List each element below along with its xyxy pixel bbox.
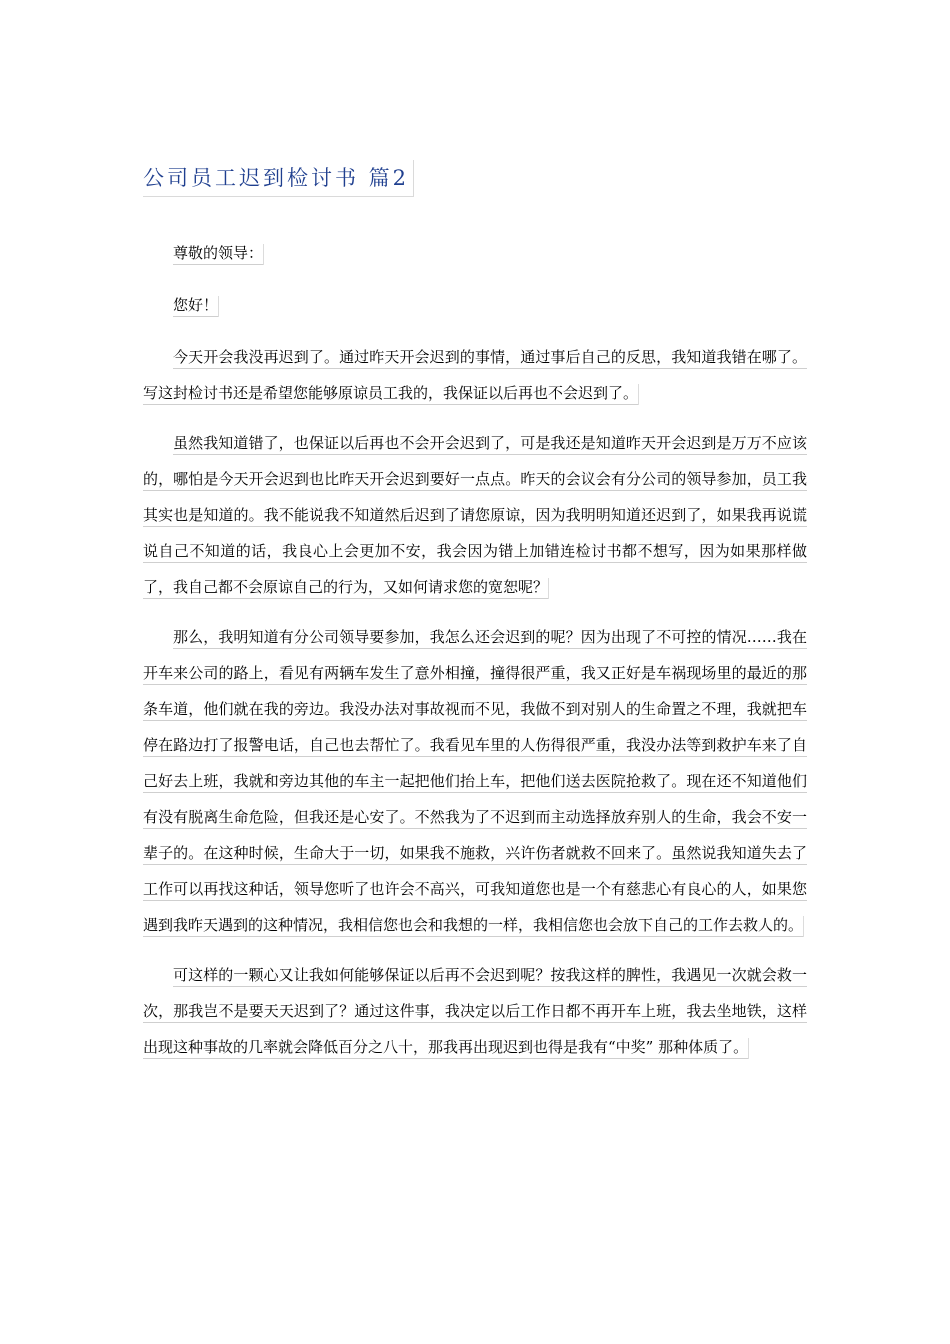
paragraph-1 xyxy=(143,339,807,411)
greeting-text: 您好！ xyxy=(173,296,218,317)
paragraph-4 xyxy=(143,957,807,1065)
greeting xyxy=(143,287,807,323)
paragraph-3-text: 那么，我明知道有分公司领导要参加，我怎么还会迟到的呢？因为出现了不可控的情况……我在开车来公司的路上，看见有两辆车发生了意外相撞，撞得很严重，我又正好是车祸现场里的最近的那条车道，他们就在我的旁边。我没办法对事故视而不见，我做不到对别人的生命置之不理，我就把车停在路边打了报警电话，自己也去帮忙了。我看见车里的人伤得很严重，我没办法等到救护车来了自己好去上班，我就和旁边其他的车主一起把他们抬上车，把他们送去医院抢救了。现在还不知道他们有没有脱离生命危险，但我还是心安了。不然我为了不迟到而主动选择放弃别人的生命，我会不安一辈子的。在这种时候，生命大于一切，如果我不施救，兴许伤者就救不回来了。虽然说我知道失去了工作可以再找这种话，领导您听了也许会不高兴，可我知道您也是一个有慈悲心有良心的人，如果您遇到我昨天遇到的这种情况，我相信您也会和我想的一样，我相信您也会放下自己的工作去救人的。 xyxy=(143,628,807,937)
salutation xyxy=(143,235,807,271)
document-title: 公司员工迟到检讨书 篇2 xyxy=(143,160,414,197)
paragraph-2-text: 虽然我知道错了，也保证以后再也不会开会迟到了，可是我还是知道昨天开会迟到是万万不应该的，哪怕是今天开会迟到也比昨天开会迟到要好一点点。昨天的会议会有分公司的领导参加，员工我其实也是知道的。我不能说我不知道然后迟到了请您原谅，因为我明明知道还迟到了，如果我再说谎说自己不知道的话，我良心上会更加不安，我会因为错上加错连检讨书都不想写，因为如果那样做了，我自己都不会原谅自己的行为，又如何请求您的宽恕呢？ xyxy=(143,434,807,599)
document-page xyxy=(143,160,807,1079)
paragraph-1-text: 今天开会我没再迟到了。通过昨天开会迟到的事情，通过事后自己的反思，我知道我错在哪了。写这封检讨书还是希望您能够原谅员工我的，我保证以后再也不会迟到了。 xyxy=(143,348,807,405)
paragraph-2 xyxy=(143,425,807,605)
paragraph-4-text: 可这样的一颗心又让我如何能够保证以后再不会迟到呢？按我这样的脾性，我遇见一次就会救一次，那我岂不是要天天迟到了？通过这件事，我决定以后工作日都不再开车上班，我去坐地铁，这样出现这种事故的几率就会降低百分之八十，那我再出现迟到也得是我有“中奖” 那种体质了。 xyxy=(143,966,807,1059)
salutation-text: 尊敬的领导： xyxy=(173,244,263,265)
paragraph-3 xyxy=(143,619,807,943)
